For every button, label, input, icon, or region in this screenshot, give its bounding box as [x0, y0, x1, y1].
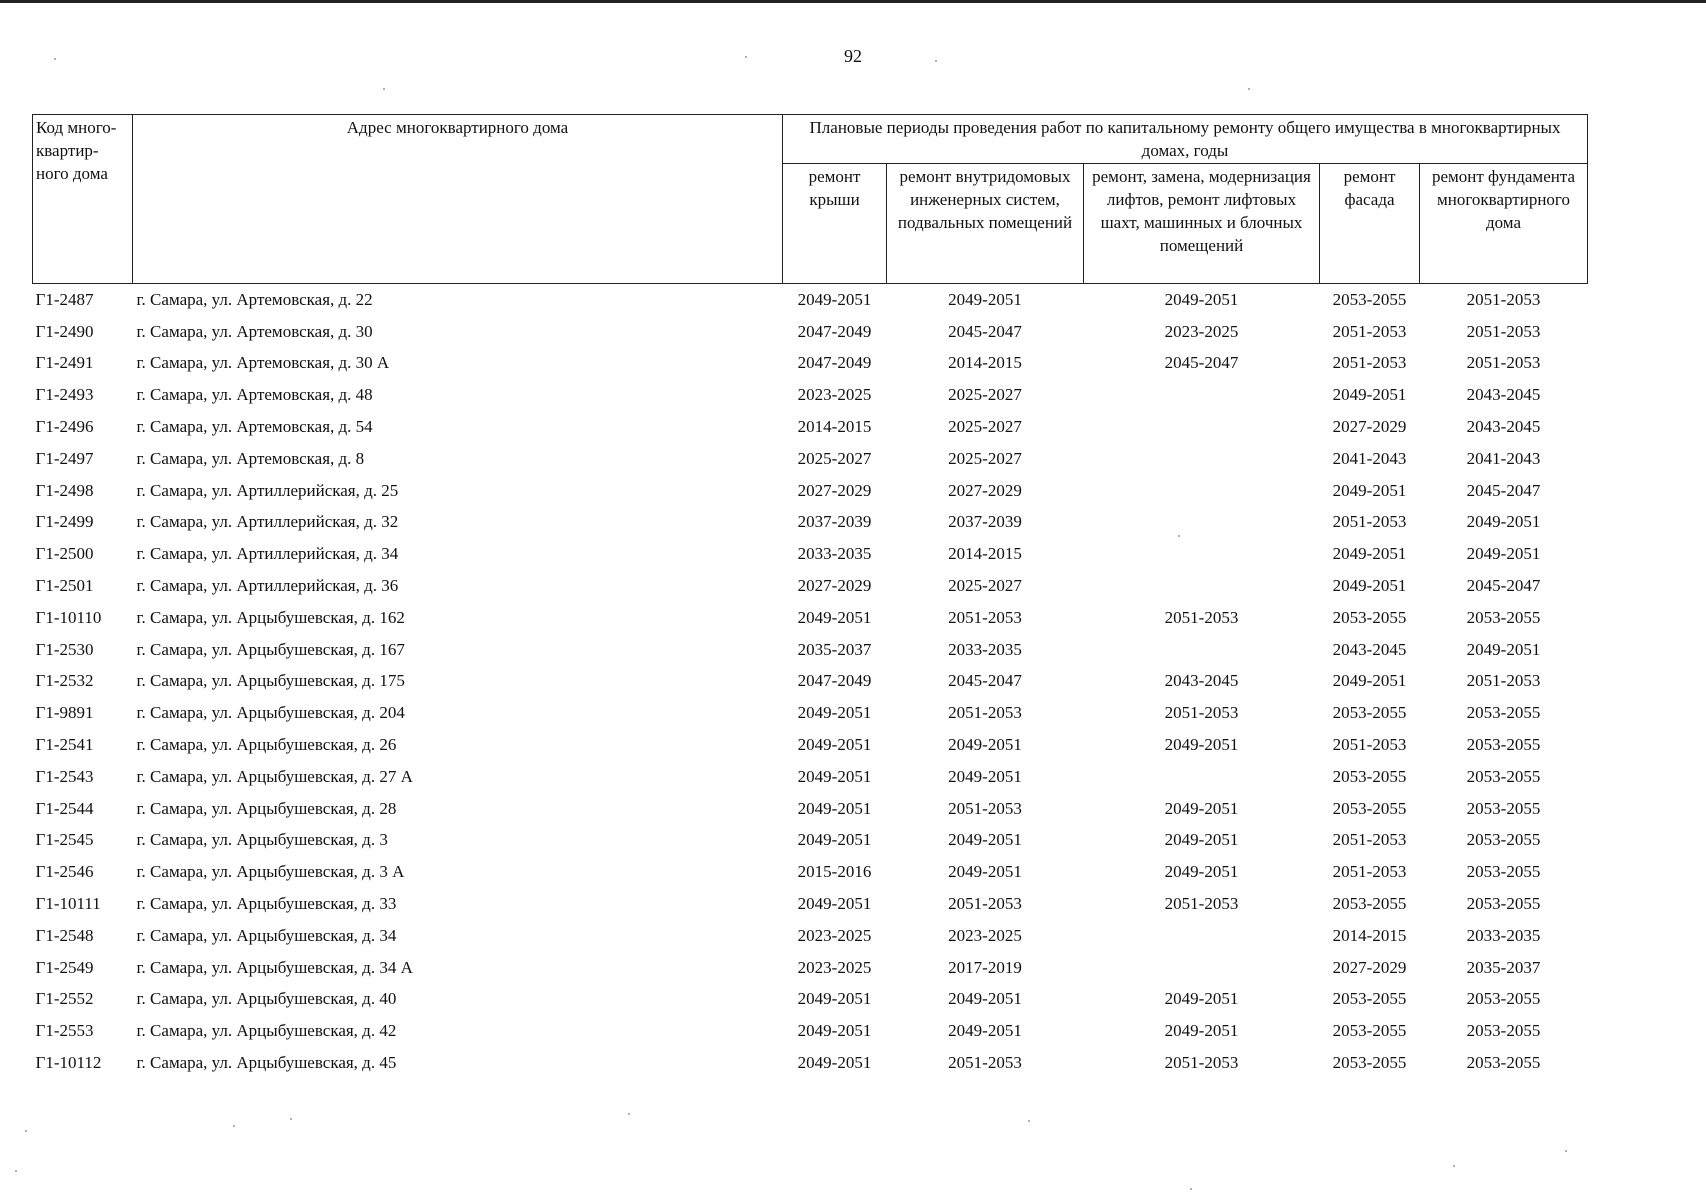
cell-facade: 2041-2043: [1332, 448, 1407, 468]
cell-elevators: [1084, 538, 1320, 570]
cell-foundation: 2053-2055: [1466, 989, 1541, 1009]
cell-foundation: 2049-2051: [1466, 639, 1541, 659]
cell-elevators: [1084, 379, 1320, 411]
cell-roof: 2023-2025: [797, 957, 872, 977]
header-facade: ремонт фасада: [1320, 164, 1420, 284]
cell-systems: 2049-2051: [948, 862, 1022, 882]
scan-speck: [1565, 1150, 1567, 1152]
cell-elevators: [1084, 475, 1320, 507]
table-row: [33, 634, 1588, 666]
scan-speck: [745, 56, 747, 58]
cell-systems: 2049-2051: [948, 766, 1022, 786]
cell-address: г. Самара, ул. Арцыбушевская, д. 42: [136, 1021, 397, 1041]
cell-foundation: 2051-2053: [1466, 289, 1541, 309]
cell-elevators: 2051-2053: [1164, 1053, 1239, 1073]
cell-systems: 2049-2051: [948, 289, 1022, 309]
cell-code: Г1-10112: [35, 1053, 102, 1073]
scan-speck: [54, 58, 56, 60]
cell-facade: 2053-2055: [1332, 289, 1407, 309]
cell-elevators: 2051-2053: [1164, 607, 1239, 627]
cell-roof: 2047-2049: [797, 671, 872, 691]
cell-foundation: 2045-2047: [1466, 576, 1541, 596]
cell-elevators: [1084, 761, 1320, 793]
cell-roof: 2049-2051: [797, 766, 872, 786]
cell-foundation: 2049-2051: [1466, 544, 1541, 564]
cell-foundation: 2053-2055: [1466, 1021, 1541, 1041]
cell-elevators: 2049-2051: [1164, 798, 1239, 818]
cell-roof: 2049-2051: [797, 894, 872, 914]
cell-roof: 2049-2051: [797, 1021, 872, 1041]
cell-foundation: 2043-2045: [1466, 385, 1541, 405]
cell-facade: 2051-2053: [1332, 830, 1407, 850]
cell-roof: 2027-2029: [797, 576, 872, 596]
cell-elevators: [1084, 634, 1320, 666]
cell-roof: 2049-2051: [797, 703, 872, 723]
cell-roof: 2025-2027: [797, 448, 872, 468]
cell-code: Г1-2548: [35, 925, 94, 945]
cell-elevators: [1084, 570, 1320, 602]
cell-elevators: 2049-2051: [1164, 735, 1239, 755]
table-row: [33, 602, 1588, 634]
cell-code: Г1-2553: [35, 1021, 94, 1041]
table-row: [33, 1047, 1588, 1079]
table-row: [33, 952, 1588, 984]
cell-facade: 2053-2055: [1332, 766, 1407, 786]
header-code: Код много-квартир-ного дома: [33, 115, 133, 284]
cell-elevators: 2049-2051: [1164, 862, 1239, 882]
cell-roof: 2023-2025: [797, 385, 872, 405]
cell-roof: 2027-2029: [797, 480, 872, 500]
scan-speck: [290, 1118, 292, 1120]
cell-code: Г1-2499: [35, 512, 94, 532]
cell-facade: 2053-2055: [1332, 703, 1407, 723]
cell-code: Г1-2532: [35, 671, 94, 691]
cell-code: Г1-2549: [35, 957, 94, 977]
scan-speck: [1178, 535, 1180, 537]
header-periods-group: Плановые периоды проведения работ по капитальному ремонту общего имущества в многоквартирных домах, годы: [783, 115, 1588, 164]
cell-facade: 2051-2053: [1332, 862, 1407, 882]
cell-systems: 2017-2019: [948, 957, 1022, 977]
table-body: [33, 284, 1588, 1079]
cell-code: Г1-2497: [35, 448, 94, 468]
cell-elevators: 2049-2051: [1164, 289, 1239, 309]
cell-facade: 2053-2055: [1332, 798, 1407, 818]
cell-code: Г1-2501: [35, 576, 94, 596]
scan-speck: [15, 1170, 17, 1172]
cell-elevators: 2043-2045: [1164, 671, 1239, 691]
cell-systems: 2051-2053: [948, 607, 1022, 627]
scan-speck: [25, 1130, 27, 1132]
table-row: [33, 1015, 1588, 1047]
table-row: [33, 697, 1588, 729]
scan-speck: [383, 88, 385, 90]
table-row: [33, 920, 1588, 952]
cell-foundation: 2051-2053: [1466, 321, 1541, 341]
cell-systems: 2045-2047: [948, 671, 1022, 691]
cell-address: г. Самара, ул. Артемовская, д. 22: [136, 289, 373, 309]
cell-code: Г1-2496: [35, 417, 94, 437]
cell-foundation: 2053-2055: [1466, 894, 1541, 914]
table-row: [33, 443, 1588, 475]
cell-address: г. Самара, ул. Артиллерийская, д. 32: [136, 512, 399, 532]
cell-code: Г1-2546: [35, 862, 94, 882]
cell-systems: 2025-2027: [948, 385, 1022, 405]
cell-address: г. Самара, ул. Артемовская, д. 8: [136, 448, 365, 468]
table-row: [33, 284, 1588, 316]
scan-speck: [1028, 1120, 1030, 1122]
cell-elevators: 2049-2051: [1164, 989, 1239, 1009]
cell-foundation: 2053-2055: [1466, 798, 1541, 818]
cell-roof: 2049-2051: [797, 289, 872, 309]
cell-elevators: 2045-2047: [1164, 353, 1239, 373]
cell-facade: 2053-2055: [1332, 607, 1407, 627]
cell-roof: 2014-2015: [797, 417, 872, 437]
cell-facade: 2051-2053: [1332, 353, 1407, 373]
cell-facade: 2014-2015: [1332, 925, 1407, 945]
cell-elevators: [1084, 443, 1320, 475]
table-row: [33, 793, 1588, 825]
cell-code: Г1-2490: [35, 321, 94, 341]
cell-address: г. Самара, ул. Арцыбушевская, д. 34: [136, 925, 397, 945]
cell-roof: 2047-2049: [797, 353, 872, 373]
cell-systems: 2027-2029: [948, 480, 1022, 500]
cell-code: Г1-9891: [35, 703, 94, 723]
cell-systems: 2014-2015: [948, 353, 1022, 373]
table-row: [33, 348, 1588, 380]
cell-address: г. Самара, ул. Арцыбушевская, д. 204: [136, 703, 405, 723]
header-elevators: ремонт, замена, модернизация лифтов, ремонт лифтовых шахт, машинных и блочных помещений: [1084, 164, 1320, 284]
cell-address: г. Самара, ул. Артемовская, д. 48: [136, 385, 373, 405]
page-number: 92: [844, 46, 862, 66]
scan-speck: [1248, 88, 1250, 90]
cell-roof: 2049-2051: [797, 798, 872, 818]
cell-foundation: 2053-2055: [1466, 830, 1541, 850]
table-row: [33, 379, 1588, 411]
cell-address: г. Самара, ул. Арцыбушевская, д. 34 А: [136, 957, 413, 977]
cell-address: г. Самара, ул. Артемовская, д. 30: [136, 321, 373, 341]
cell-facade: 2049-2051: [1332, 385, 1407, 405]
cell-systems: 2023-2025: [948, 925, 1022, 945]
cell-foundation: 2053-2055: [1466, 766, 1541, 786]
table-row: [33, 411, 1588, 443]
cell-address: г. Самара, ул. Артиллерийская, д. 34: [136, 544, 399, 564]
cell-foundation: 2043-2045: [1466, 417, 1541, 437]
cell-roof: 2015-2016: [797, 862, 872, 882]
cell-code: Г1-2530: [35, 639, 94, 659]
cell-foundation: 2033-2035: [1466, 925, 1541, 945]
cell-address: г. Самара, ул. Арцыбушевская, д. 3 А: [136, 862, 405, 882]
cell-roof: 2049-2051: [797, 830, 872, 850]
cell-facade: 2049-2051: [1332, 480, 1407, 500]
cell-systems: 2033-2035: [948, 639, 1022, 659]
cell-facade: 2051-2053: [1332, 321, 1407, 341]
header-foundation: ремонт фундамента многоквартирного дома: [1420, 164, 1588, 284]
cell-foundation: 2045-2047: [1466, 480, 1541, 500]
cell-roof: 2049-2051: [797, 735, 872, 755]
cell-systems: 2049-2051: [948, 735, 1022, 755]
cell-systems: 2025-2027: [948, 417, 1022, 437]
cell-systems: 2051-2053: [948, 798, 1022, 818]
cell-elevators: 2023-2025: [1164, 321, 1239, 341]
table-row: [33, 316, 1588, 348]
cell-foundation: 2053-2055: [1466, 862, 1541, 882]
cell-address: г. Самара, ул. Артемовская, д. 30 А: [136, 353, 390, 373]
cell-code: Г1-10110: [35, 607, 102, 627]
cell-address: г. Самара, ул. Арцыбушевская, д. 26: [136, 735, 397, 755]
scan-speck: [1453, 1165, 1455, 1167]
table-row: [33, 570, 1588, 602]
scan-speck: [628, 1113, 630, 1115]
table-row: [33, 984, 1588, 1016]
cell-code: Г1-2493: [35, 385, 94, 405]
cell-foundation: 2053-2055: [1466, 735, 1541, 755]
cell-code: Г1-2541: [35, 735, 94, 755]
cell-code: Г1-10111: [35, 894, 101, 914]
cell-elevators: [1084, 952, 1320, 984]
cell-facade: 2051-2053: [1332, 512, 1407, 532]
cell-code: Г1-2491: [35, 353, 94, 373]
cell-address: г. Самара, ул. Арцыбушевская, д. 28: [136, 798, 397, 818]
cell-foundation: 2051-2053: [1466, 353, 1541, 373]
cell-address: г. Самара, ул. Арцыбушевская, д. 27 А: [136, 766, 413, 786]
cell-systems: 2025-2027: [948, 576, 1022, 596]
cell-facade: 2051-2053: [1332, 735, 1407, 755]
cell-facade: 2043-2045: [1332, 639, 1407, 659]
cell-foundation: 2053-2055: [1466, 607, 1541, 627]
cell-facade: 2049-2051: [1332, 544, 1407, 564]
cell-foundation: 2041-2043: [1466, 448, 1541, 468]
cell-code: Г1-2498: [35, 480, 94, 500]
cell-roof: 2037-2039: [797, 512, 872, 532]
table-row: [33, 729, 1588, 761]
cell-facade: 2049-2051: [1332, 671, 1407, 691]
cell-facade: 2027-2029: [1332, 957, 1407, 977]
cell-elevators: [1084, 411, 1320, 443]
cell-foundation: 2035-2037: [1466, 957, 1541, 977]
cell-address: г. Самара, ул. Арцыбушевская, д. 175: [136, 671, 405, 691]
cell-roof: 2049-2051: [797, 989, 872, 1009]
cell-systems: 2049-2051: [948, 1021, 1022, 1041]
cell-facade: 2027-2029: [1332, 417, 1407, 437]
header-systems: ремонт внутридомовых инженерных систем, подвальных помещений: [887, 164, 1084, 284]
cell-facade: 2049-2051: [1332, 576, 1407, 596]
table-row: [33, 856, 1588, 888]
cell-code: Г1-2545: [35, 830, 94, 850]
table-row: [33, 888, 1588, 920]
cell-address: г. Самара, ул. Арцыбушевская, д. 45: [136, 1053, 397, 1073]
scan-speck: [1190, 1188, 1192, 1190]
cell-systems: 2051-2053: [948, 703, 1022, 723]
cell-foundation: 2051-2053: [1466, 671, 1541, 691]
cell-code: Г1-2544: [35, 798, 94, 818]
cell-facade: 2053-2055: [1332, 1021, 1407, 1041]
cell-address: г. Самара, ул. Арцыбушевская, д. 40: [136, 989, 397, 1009]
cell-systems: 2051-2053: [948, 1053, 1022, 1073]
cell-code: Г1-2500: [35, 544, 94, 564]
cell-systems: 2037-2039: [948, 512, 1022, 532]
cell-elevators: 2049-2051: [1164, 1021, 1239, 1041]
table-row: [33, 666, 1588, 698]
table-row: [33, 475, 1588, 507]
cell-address: г. Самара, ул. Артиллерийская, д. 25: [136, 480, 399, 500]
cell-address: г. Самара, ул. Арцыбушевская, д. 167: [136, 639, 405, 659]
cell-address: г. Самара, ул. Арцыбушевская, д. 162: [136, 607, 405, 627]
header-address: Адрес многоквартирного дома: [133, 115, 783, 284]
cell-facade: 2053-2055: [1332, 989, 1407, 1009]
cell-systems: 2014-2015: [948, 544, 1022, 564]
cell-systems: 2025-2027: [948, 448, 1022, 468]
cell-foundation: 2049-2051: [1466, 512, 1541, 532]
cell-facade: 2053-2055: [1332, 894, 1407, 914]
cell-roof: 2035-2037: [797, 639, 872, 659]
table-row: [33, 507, 1588, 539]
cell-systems: 2045-2047: [948, 321, 1022, 341]
cell-facade: 2053-2055: [1332, 1053, 1407, 1073]
cell-elevators: [1084, 920, 1320, 952]
cell-roof: 2033-2035: [797, 544, 872, 564]
table-row: [33, 825, 1588, 857]
cell-foundation: 2053-2055: [1466, 703, 1541, 723]
scan-speck: [935, 60, 937, 62]
cell-address: г. Самара, ул. Артиллерийская, д. 36: [136, 576, 399, 596]
cell-address: г. Самара, ул. Арцыбушевская, д. 3: [136, 830, 388, 850]
cell-roof: 2049-2051: [797, 607, 872, 627]
cell-code: Г1-2487: [35, 289, 94, 309]
top-rule: [0, 0, 1706, 3]
cell-code: Г1-2543: [35, 766, 94, 786]
repair-schedule-table: [32, 114, 1588, 1079]
cell-roof: 2047-2049: [797, 321, 872, 341]
cell-address: г. Самара, ул. Арцыбушевская, д. 33: [136, 894, 397, 914]
cell-address: г. Самара, ул. Артемовская, д. 54: [136, 417, 373, 437]
table-row: [33, 761, 1588, 793]
cell-systems: 2049-2051: [948, 989, 1022, 1009]
cell-code: Г1-2552: [35, 989, 94, 1009]
table-row: [33, 538, 1588, 570]
cell-elevators: 2051-2053: [1164, 703, 1239, 723]
cell-systems: 2051-2053: [948, 894, 1022, 914]
cell-roof: 2049-2051: [797, 1053, 872, 1073]
cell-systems: 2049-2051: [948, 830, 1022, 850]
scan-speck: [233, 1125, 235, 1127]
cell-foundation: 2053-2055: [1466, 1053, 1541, 1073]
cell-elevators: 2051-2053: [1164, 894, 1239, 914]
cell-elevators: 2049-2051: [1164, 830, 1239, 850]
header-roof: ремонт крыши: [783, 164, 887, 284]
cell-roof: 2023-2025: [797, 925, 872, 945]
cell-elevators: [1084, 507, 1320, 539]
